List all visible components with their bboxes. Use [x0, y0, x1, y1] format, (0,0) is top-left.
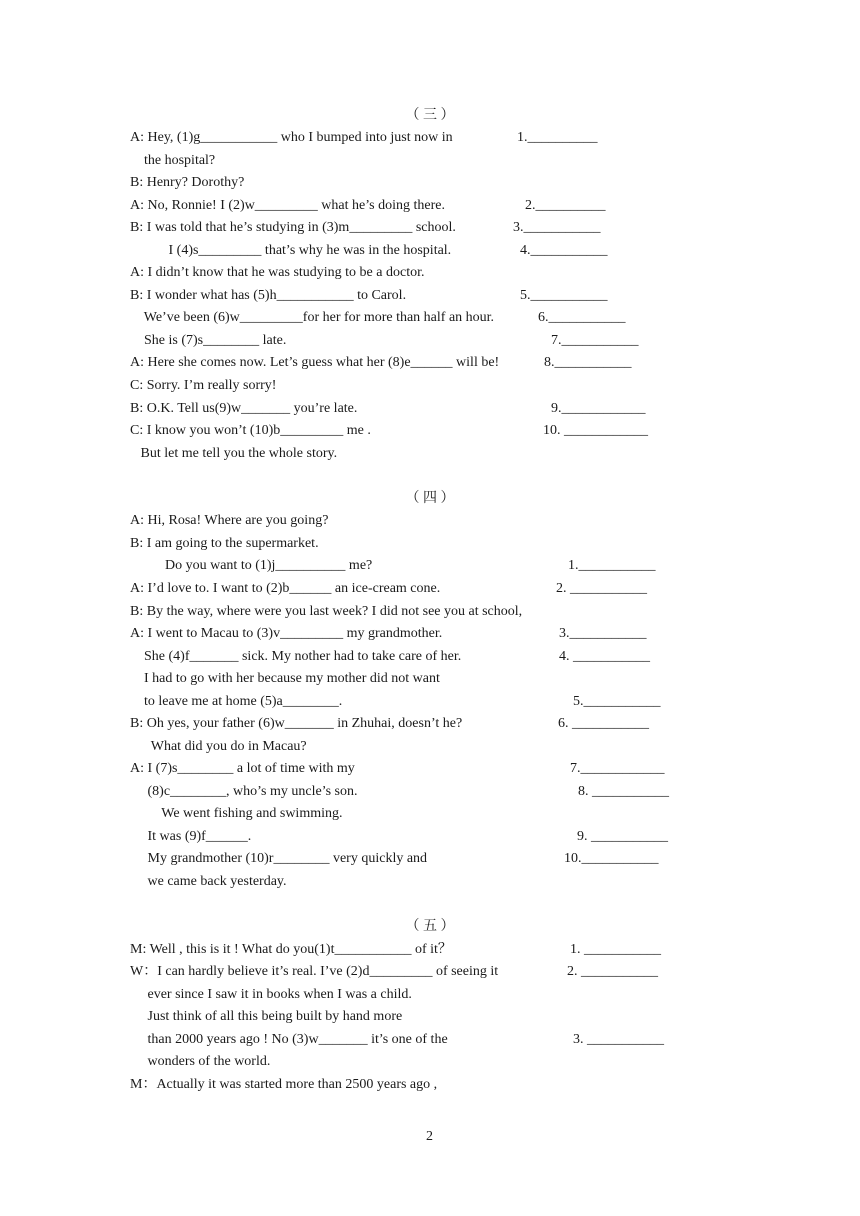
dialogue-line: A: Hi, Rosa! Where are you going?: [130, 513, 329, 528]
dialogue-line: we came back yesterday.: [130, 874, 287, 889]
dialogue-line: A: Here she comes now. Let’s guess what her (8)e______ will be!: [130, 355, 500, 370]
answer-blank: 7.____________: [570, 761, 665, 776]
dialogue-line: She (4)f_______ sick. My nother had to take care of her.: [130, 649, 462, 664]
dialogue-line: We went fishing and swimming.: [130, 806, 343, 821]
answer-blank: 1.__________: [517, 130, 598, 145]
dialogue-line: I (4)s_________ that’s why he was in the hospital.: [130, 243, 452, 258]
answer-blank: 10. ____________: [543, 423, 648, 438]
dialogue-line: than 2000 years ago ! No (3)w_______ it’s one of the: [130, 1032, 448, 1047]
answer-blank: 3.___________: [513, 220, 601, 235]
answer-blank: 4. ___________: [559, 649, 650, 664]
dialogue-line: B: I wonder what has (5)h___________ to Carol.: [130, 288, 407, 303]
dialogue-line: Do you want to (1)j__________ me?: [130, 558, 373, 573]
answer-blank: 8.___________: [544, 355, 632, 370]
dialogue-line: to leave me at home (5)a________.: [130, 694, 343, 709]
dialogue-line: B: I was told that he’s studying in (3)m_________ school.: [130, 220, 456, 235]
answer-blank: 6. ___________: [558, 716, 649, 731]
dialogue-line: But let me tell you the whole story.: [130, 446, 338, 461]
dialogue-line: C: I know you won’t (10)b_________ me .: [130, 423, 371, 438]
answer-blank: 8. ___________: [578, 784, 669, 799]
dialogue-line: Just think of all this being built by hand more: [130, 1009, 403, 1024]
dialogue-line: W：I can hardly believe it’s real. I’ve (2)d_________ of seeing it: [130, 964, 499, 979]
dialogue-line: A: I didn’t know that he was studying to be a doctor.: [130, 265, 425, 280]
dialogue-line: ever since I saw it in books when I was a child.: [130, 987, 412, 1002]
dialogue-line: C: Sorry. I’m really sorry!: [130, 378, 277, 393]
answer-blank: 4.___________: [520, 243, 608, 258]
dialogue-line: A: I (7)s________ a lot of time with my: [130, 761, 355, 776]
answer-blank: 2. ___________: [556, 581, 647, 596]
dialogue-line: My grandmother (10)r________ very quickly and: [130, 851, 428, 866]
dialogue-line: B: I am going to the supermarket.: [130, 536, 319, 551]
answer-blank: 9. ___________: [577, 829, 668, 844]
answer-blank: 9.____________: [551, 401, 646, 416]
answer-blank: 1.___________: [568, 558, 656, 573]
dialogue-line: (8)c________, who’s my uncle’s son.: [130, 784, 358, 799]
dialogue-line: wonders of the world.: [130, 1054, 271, 1069]
dialogue-line: A: I’d love to. I want to (2)b______ an ice-cream cone.: [130, 581, 441, 596]
dialogue-line: the hospital?: [130, 153, 216, 168]
answer-blank: 3.___________: [559, 626, 647, 641]
dialogue-line: A: No, Ronnie! I (2)w_________ what he’s doing there.: [130, 198, 445, 213]
dialogue-line: What did you do in Macau?: [130, 739, 307, 754]
dialogue-line: B: O.K. Tell us(9)w_______ you’re late.: [130, 401, 358, 416]
dialogue-line: We’ve been (6)w_________for her for more than half an hour.: [130, 310, 495, 325]
answer-blank: 5.___________: [573, 694, 661, 709]
dialogue-line: She is (7)s________ late.: [130, 333, 287, 348]
dialogue-line: A: I went to Macau to (3)v_________ my grandmother.: [130, 626, 443, 641]
dialogue-line: M：Actually it was started more than 2500 years ago ,: [130, 1077, 438, 1092]
answer-blank: 5.___________: [520, 288, 608, 303]
section-heading-4: （ 四 ）: [405, 491, 455, 506]
section-heading-3: （ 三 ）: [405, 108, 455, 123]
answer-blank: 2. ___________: [567, 964, 658, 979]
answer-blank: 6.___________: [538, 310, 626, 325]
dialogue-line: B: Oh yes, your father (6)w_______ in Zhuhai, doesn’t he?: [130, 716, 463, 731]
dialogue-line: B: By the way, where were you last week? I did not see you at school,: [130, 604, 523, 619]
answer-blank: 10.___________: [564, 851, 659, 866]
section-heading-5: （ 五 ）: [405, 919, 455, 934]
dialogue-line: It was (9)f______.: [130, 829, 252, 844]
answer-blank: 7.___________: [551, 333, 639, 348]
answer-blank: 2.__________: [525, 198, 606, 213]
dialogue-line: M: Well , this is it ! What do you(1)t___________ of it？: [130, 942, 452, 957]
answer-blank: 1. ___________: [570, 942, 661, 957]
dialogue-line: B: Henry? Dorothy?: [130, 175, 245, 190]
dialogue-line: I had to go with her because my mother did not want: [130, 671, 440, 686]
page-number: 2: [426, 1129, 433, 1144]
dialogue-line: A: Hey, (1)g___________ who I bumped into just now in: [130, 130, 453, 145]
answer-blank: 3. ___________: [573, 1032, 664, 1047]
